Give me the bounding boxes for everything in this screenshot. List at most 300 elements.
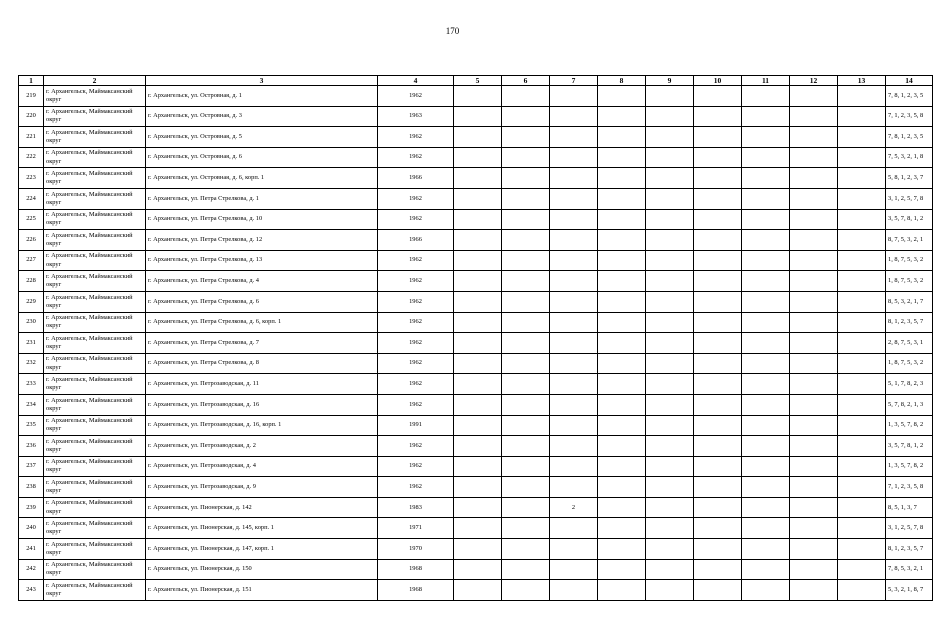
row-number-cell: 238 <box>19 477 44 498</box>
table-row <box>19 559 933 580</box>
column-10-cell <box>694 539 742 560</box>
column-5-cell <box>454 539 502 560</box>
column-13-cell <box>838 127 886 148</box>
column-13-cell <box>838 168 886 189</box>
city-district-cell: г. Архангельск, Маймаксанский округ <box>44 477 146 498</box>
year-cell: 1962 <box>378 271 454 292</box>
year-cell: 1962 <box>378 353 454 374</box>
column-14-cell: 7, 8, 5, 3, 2, 1 <box>886 559 933 580</box>
column-14-cell: 1, 8, 7, 5, 3, 2 <box>886 353 933 374</box>
column-9-cell <box>646 456 694 477</box>
address-cell: г. Архангельск, ул. Петра Стрелкова, д. 13 <box>146 250 378 271</box>
column-8-cell <box>598 271 646 292</box>
address-cell: г. Архангельск, ул. Петра Стрелкова, д. 10 <box>146 209 378 230</box>
address-cell: г. Архангельск, ул. Пионерская, д. 142 <box>146 497 378 518</box>
column-11-cell <box>742 271 790 292</box>
city-district-cell: г. Архангельск, Маймаксанский округ <box>44 147 146 168</box>
column-9-cell <box>646 559 694 580</box>
year-cell: 1962 <box>378 374 454 395</box>
column-14-cell: 1, 3, 5, 7, 8, 2 <box>886 456 933 477</box>
column-13-cell <box>838 271 886 292</box>
column-10-cell <box>694 580 742 601</box>
column-12-cell <box>790 106 838 127</box>
column-14-cell: 3, 5, 7, 8, 1, 2 <box>886 436 933 457</box>
column-6-cell <box>502 415 550 436</box>
column-11-cell <box>742 497 790 518</box>
column-14-cell: 1, 3, 5, 7, 8, 2 <box>886 415 933 436</box>
column-14-cell: 7, 1, 2, 3, 5, 8 <box>886 477 933 498</box>
table-row <box>19 374 933 395</box>
column-6-cell <box>502 497 550 518</box>
city-district-cell: г. Архангельск, Маймаксанский округ <box>44 539 146 560</box>
column-14-cell: 8, 7, 5, 3, 2, 1 <box>886 230 933 251</box>
column-9-cell <box>646 539 694 560</box>
column-6-cell <box>502 188 550 209</box>
column-7-cell <box>550 127 598 148</box>
address-cell: г. Архангельск, ул. Островная, д. 3 <box>146 106 378 127</box>
row-number-cell: 225 <box>19 209 44 230</box>
column-12-cell <box>790 250 838 271</box>
table-row <box>19 415 933 436</box>
table-row <box>19 353 933 374</box>
column-5-cell <box>454 312 502 333</box>
year-cell: 1963 <box>378 106 454 127</box>
table-row <box>19 271 933 292</box>
column-9-cell <box>646 147 694 168</box>
address-cell: г. Архангельск, ул. Петра Стрелкова, д. 12 <box>146 230 378 251</box>
column-13-cell <box>838 497 886 518</box>
row-number-cell: 223 <box>19 168 44 189</box>
column-9-cell <box>646 291 694 312</box>
city-district-cell: г. Архангельск, Маймаксанский округ <box>44 436 146 457</box>
column-13-cell <box>838 518 886 539</box>
address-cell: г. Архангельск, ул. Пионерская, д. 150 <box>146 559 378 580</box>
table-row <box>19 127 933 148</box>
year-cell: 1962 <box>378 477 454 498</box>
column-8-cell <box>598 374 646 395</box>
column-12-cell <box>790 353 838 374</box>
row-number-cell: 234 <box>19 394 44 415</box>
column-12-cell <box>790 518 838 539</box>
table-row <box>19 456 933 477</box>
address-cell: г. Архангельск, ул. Петрозаводская, д. 4 <box>146 456 378 477</box>
city-district-cell: г. Архангельск, Маймаксанский округ <box>44 415 146 436</box>
column-9-cell <box>646 168 694 189</box>
column-10-cell <box>694 415 742 436</box>
column-8-cell <box>598 518 646 539</box>
city-district-cell: г. Архангельск, Маймаксанский округ <box>44 127 146 148</box>
column-7-cell <box>550 374 598 395</box>
column-5-cell <box>454 580 502 601</box>
column-7-cell <box>550 106 598 127</box>
column-7-cell: 2 <box>550 497 598 518</box>
column-5-cell <box>454 559 502 580</box>
col-header: 10 <box>694 76 742 86</box>
column-9-cell <box>646 271 694 292</box>
col-header: 9 <box>646 76 694 86</box>
column-8-cell <box>598 230 646 251</box>
row-number-cell: 221 <box>19 127 44 148</box>
column-10-cell <box>694 559 742 580</box>
table-body <box>19 86 933 601</box>
row-number-cell: 233 <box>19 374 44 395</box>
col-header: 13 <box>838 76 886 86</box>
column-8-cell <box>598 333 646 354</box>
column-7-cell <box>550 147 598 168</box>
column-13-cell <box>838 580 886 601</box>
col-header: 12 <box>790 76 838 86</box>
column-13-cell <box>838 291 886 312</box>
column-8-cell <box>598 580 646 601</box>
column-8-cell <box>598 353 646 374</box>
column-14-cell: 7, 1, 2, 3, 5, 8 <box>886 106 933 127</box>
column-14-cell: 8, 1, 2, 3, 5, 7 <box>886 312 933 333</box>
column-5-cell <box>454 86 502 107</box>
column-10-cell <box>694 291 742 312</box>
column-10-cell <box>694 436 742 457</box>
column-5-cell <box>454 188 502 209</box>
year-cell: 1966 <box>378 230 454 251</box>
column-14-cell: 5, 7, 8, 2, 1, 3 <box>886 394 933 415</box>
column-10-cell <box>694 374 742 395</box>
col-header: 4 <box>378 76 454 86</box>
address-cell: г. Архангельск, ул. Островная, д. 5 <box>146 127 378 148</box>
column-14-cell: 5, 1, 7, 8, 2, 3 <box>886 374 933 395</box>
year-cell: 1962 <box>378 394 454 415</box>
column-6-cell <box>502 209 550 230</box>
column-5-cell <box>454 271 502 292</box>
column-11-cell <box>742 374 790 395</box>
year-cell: 1968 <box>378 580 454 601</box>
table-row <box>19 436 933 457</box>
column-14-cell: 8, 5, 1, 3, 7 <box>886 497 933 518</box>
column-6-cell <box>502 374 550 395</box>
column-10-cell <box>694 312 742 333</box>
column-5-cell <box>454 250 502 271</box>
row-number-cell: 231 <box>19 333 44 354</box>
column-11-cell <box>742 353 790 374</box>
address-cell: г. Архангельск, ул. Петрозаводская, д. 9 <box>146 477 378 498</box>
column-6-cell <box>502 271 550 292</box>
column-14-cell: 3, 1, 2, 5, 7, 8 <box>886 188 933 209</box>
column-9-cell <box>646 374 694 395</box>
column-11-cell <box>742 580 790 601</box>
column-6-cell <box>502 106 550 127</box>
row-number-cell: 243 <box>19 580 44 601</box>
column-9-cell <box>646 353 694 374</box>
column-11-cell <box>742 147 790 168</box>
column-10-cell <box>694 333 742 354</box>
column-5-cell <box>454 291 502 312</box>
row-number-cell: 232 <box>19 353 44 374</box>
city-district-cell: г. Архангельск, Маймаксанский округ <box>44 353 146 374</box>
column-13-cell <box>838 477 886 498</box>
column-14-cell: 8, 1, 2, 3, 5, 7 <box>886 539 933 560</box>
column-8-cell <box>598 291 646 312</box>
column-12-cell <box>790 580 838 601</box>
column-5-cell <box>454 518 502 539</box>
column-5-cell <box>454 415 502 436</box>
year-cell: 1962 <box>378 436 454 457</box>
column-14-cell: 7, 8, 1, 2, 3, 5 <box>886 127 933 148</box>
column-11-cell <box>742 312 790 333</box>
city-district-cell: г. Архангельск, Маймаксанский округ <box>44 291 146 312</box>
column-6-cell <box>502 291 550 312</box>
city-district-cell: г. Архангельск, Маймаксанский округ <box>44 271 146 292</box>
table-row <box>19 312 933 333</box>
column-5-cell <box>454 353 502 374</box>
year-cell: 1962 <box>378 456 454 477</box>
column-13-cell <box>838 394 886 415</box>
column-5-cell <box>454 497 502 518</box>
table-row <box>19 250 933 271</box>
header-row <box>19 76 933 86</box>
column-10-cell <box>694 271 742 292</box>
city-district-cell: г. Архангельск, Маймаксанский округ <box>44 230 146 251</box>
column-12-cell <box>790 230 838 251</box>
col-header: 8 <box>598 76 646 86</box>
column-9-cell <box>646 230 694 251</box>
row-number-cell: 239 <box>19 497 44 518</box>
column-6-cell <box>502 168 550 189</box>
column-10-cell <box>694 456 742 477</box>
column-8-cell <box>598 168 646 189</box>
column-9-cell <box>646 436 694 457</box>
column-8-cell <box>598 127 646 148</box>
column-7-cell <box>550 518 598 539</box>
column-10-cell <box>694 209 742 230</box>
column-7-cell <box>550 353 598 374</box>
column-7-cell <box>550 291 598 312</box>
column-5-cell <box>454 106 502 127</box>
column-6-cell <box>502 456 550 477</box>
column-14-cell: 5, 8, 1, 2, 3, 7 <box>886 168 933 189</box>
row-number-cell: 220 <box>19 106 44 127</box>
city-district-cell: г. Архангельск, Маймаксанский округ <box>44 86 146 107</box>
col-header: 7 <box>550 76 598 86</box>
row-number-cell: 230 <box>19 312 44 333</box>
column-13-cell <box>838 415 886 436</box>
column-13-cell <box>838 312 886 333</box>
page-number: 170 <box>445 26 460 36</box>
column-8-cell <box>598 559 646 580</box>
column-7-cell <box>550 559 598 580</box>
column-6-cell <box>502 477 550 498</box>
row-number-cell: 236 <box>19 436 44 457</box>
city-district-cell: г. Архангельск, Маймаксанский округ <box>44 209 146 230</box>
column-5-cell <box>454 333 502 354</box>
table-row <box>19 580 933 601</box>
column-11-cell <box>742 188 790 209</box>
column-5-cell <box>454 374 502 395</box>
column-6-cell <box>502 230 550 251</box>
column-6-cell <box>502 127 550 148</box>
column-11-cell <box>742 415 790 436</box>
column-8-cell <box>598 312 646 333</box>
column-8-cell <box>598 209 646 230</box>
column-11-cell <box>742 456 790 477</box>
column-13-cell <box>838 86 886 107</box>
table-row <box>19 188 933 209</box>
column-12-cell <box>790 374 838 395</box>
column-6-cell <box>502 250 550 271</box>
col-header: 6 <box>502 76 550 86</box>
column-14-cell: 7, 8, 1, 2, 3, 5 <box>886 86 933 107</box>
row-number-cell: 228 <box>19 271 44 292</box>
column-7-cell <box>550 209 598 230</box>
col-header: 2 <box>44 76 146 86</box>
city-district-cell: г. Архангельск, Маймаксанский округ <box>44 250 146 271</box>
column-10-cell <box>694 353 742 374</box>
table-row <box>19 477 933 498</box>
column-7-cell <box>550 394 598 415</box>
column-12-cell <box>790 456 838 477</box>
column-8-cell <box>598 86 646 107</box>
column-5-cell <box>454 168 502 189</box>
year-cell: 1962 <box>378 147 454 168</box>
column-10-cell <box>694 188 742 209</box>
column-6-cell <box>502 86 550 107</box>
address-cell: г. Архангельск, ул. Пионерская, д. 151 <box>146 580 378 601</box>
year-cell: 1962 <box>378 291 454 312</box>
column-13-cell <box>838 209 886 230</box>
column-7-cell <box>550 168 598 189</box>
address-cell: г. Архангельск, ул. Петра Стрелкова, д. 4 <box>146 271 378 292</box>
column-8-cell <box>598 415 646 436</box>
column-13-cell <box>838 333 886 354</box>
column-13-cell <box>838 250 886 271</box>
column-12-cell <box>790 86 838 107</box>
address-cell: г. Архангельск, ул. Петра Стрелкова, д. 6 <box>146 291 378 312</box>
city-district-cell: г. Архангельск, Маймаксанский округ <box>44 580 146 601</box>
row-number-cell: 240 <box>19 518 44 539</box>
column-13-cell <box>838 456 886 477</box>
column-6-cell <box>502 559 550 580</box>
column-12-cell <box>790 497 838 518</box>
column-11-cell <box>742 168 790 189</box>
column-6-cell <box>502 518 550 539</box>
column-9-cell <box>646 415 694 436</box>
address-cell: г. Архангельск, ул. Петрозаводская, д. 2 <box>146 436 378 457</box>
column-11-cell <box>742 250 790 271</box>
column-5-cell <box>454 147 502 168</box>
column-14-cell: 1, 8, 7, 5, 3, 2 <box>886 250 933 271</box>
column-10-cell <box>694 497 742 518</box>
year-cell: 1962 <box>378 250 454 271</box>
column-8-cell <box>598 497 646 518</box>
column-6-cell <box>502 580 550 601</box>
year-cell: 1962 <box>378 86 454 107</box>
column-8-cell <box>598 477 646 498</box>
column-6-cell <box>502 312 550 333</box>
table-row <box>19 147 933 168</box>
column-9-cell <box>646 394 694 415</box>
year-cell: 1962 <box>378 127 454 148</box>
column-11-cell <box>742 106 790 127</box>
column-9-cell <box>646 86 694 107</box>
address-cell: г. Архангельск, ул. Петрозаводская, д. 11 <box>146 374 378 395</box>
column-13-cell <box>838 106 886 127</box>
row-number-cell: 242 <box>19 559 44 580</box>
column-8-cell <box>598 188 646 209</box>
city-district-cell: г. Архангельск, Маймаксанский округ <box>44 456 146 477</box>
column-11-cell <box>742 209 790 230</box>
year-cell: 1962 <box>378 312 454 333</box>
column-6-cell <box>502 333 550 354</box>
column-7-cell <box>550 230 598 251</box>
column-12-cell <box>790 312 838 333</box>
column-9-cell <box>646 127 694 148</box>
address-cell: г. Архангельск, ул. Островная, д. 6, корп. 1 <box>146 168 378 189</box>
year-cell: 1962 <box>378 188 454 209</box>
table-row <box>19 394 933 415</box>
column-14-cell: 3, 1, 2, 5, 7, 8 <box>886 518 933 539</box>
year-cell: 1971 <box>378 518 454 539</box>
column-10-cell <box>694 106 742 127</box>
column-6-cell <box>502 147 550 168</box>
column-11-cell <box>742 86 790 107</box>
column-13-cell <box>838 230 886 251</box>
column-5-cell <box>454 230 502 251</box>
column-12-cell <box>790 333 838 354</box>
table-row <box>19 518 933 539</box>
column-11-cell <box>742 436 790 457</box>
col-header: 11 <box>742 76 790 86</box>
address-cell: г. Архангельск, ул. Пионерская, д. 147, корп. 1 <box>146 539 378 560</box>
column-11-cell <box>742 333 790 354</box>
row-number-cell: 237 <box>19 456 44 477</box>
table-row <box>19 106 933 127</box>
column-7-cell <box>550 539 598 560</box>
column-7-cell <box>550 436 598 457</box>
column-11-cell <box>742 477 790 498</box>
column-9-cell <box>646 188 694 209</box>
year-cell: 1991 <box>378 415 454 436</box>
column-8-cell <box>598 436 646 457</box>
column-10-cell <box>694 394 742 415</box>
column-7-cell <box>550 312 598 333</box>
city-district-cell: г. Архангельск, Маймаксанский округ <box>44 497 146 518</box>
column-11-cell <box>742 559 790 580</box>
column-14-cell: 3, 5, 7, 8, 1, 2 <box>886 209 933 230</box>
column-9-cell <box>646 106 694 127</box>
column-13-cell <box>838 353 886 374</box>
address-cell: г. Архангельск, ул. Петрозаводская, д. 16 <box>146 394 378 415</box>
column-8-cell <box>598 147 646 168</box>
column-7-cell <box>550 580 598 601</box>
address-cell: г. Архангельск, ул. Петра Стрелкова, д. 8 <box>146 353 378 374</box>
column-14-cell: 7, 5, 3, 2, 1, 8 <box>886 147 933 168</box>
column-13-cell <box>838 147 886 168</box>
column-12-cell <box>790 477 838 498</box>
address-cell: г. Архангельск, ул. Островная, д. 1 <box>146 86 378 107</box>
table-row <box>19 230 933 251</box>
column-5-cell <box>454 127 502 148</box>
table-row <box>19 539 933 560</box>
col-header: 5 <box>454 76 502 86</box>
column-5-cell <box>454 394 502 415</box>
column-7-cell <box>550 271 598 292</box>
column-5-cell <box>454 477 502 498</box>
address-cell: г. Архангельск, ул. Петра Стрелкова, д. 7 <box>146 333 378 354</box>
column-6-cell <box>502 353 550 374</box>
column-5-cell <box>454 436 502 457</box>
year-cell: 1962 <box>378 333 454 354</box>
year-cell: 1962 <box>378 209 454 230</box>
column-6-cell <box>502 394 550 415</box>
col-header: 14 <box>886 76 933 86</box>
column-13-cell <box>838 559 886 580</box>
